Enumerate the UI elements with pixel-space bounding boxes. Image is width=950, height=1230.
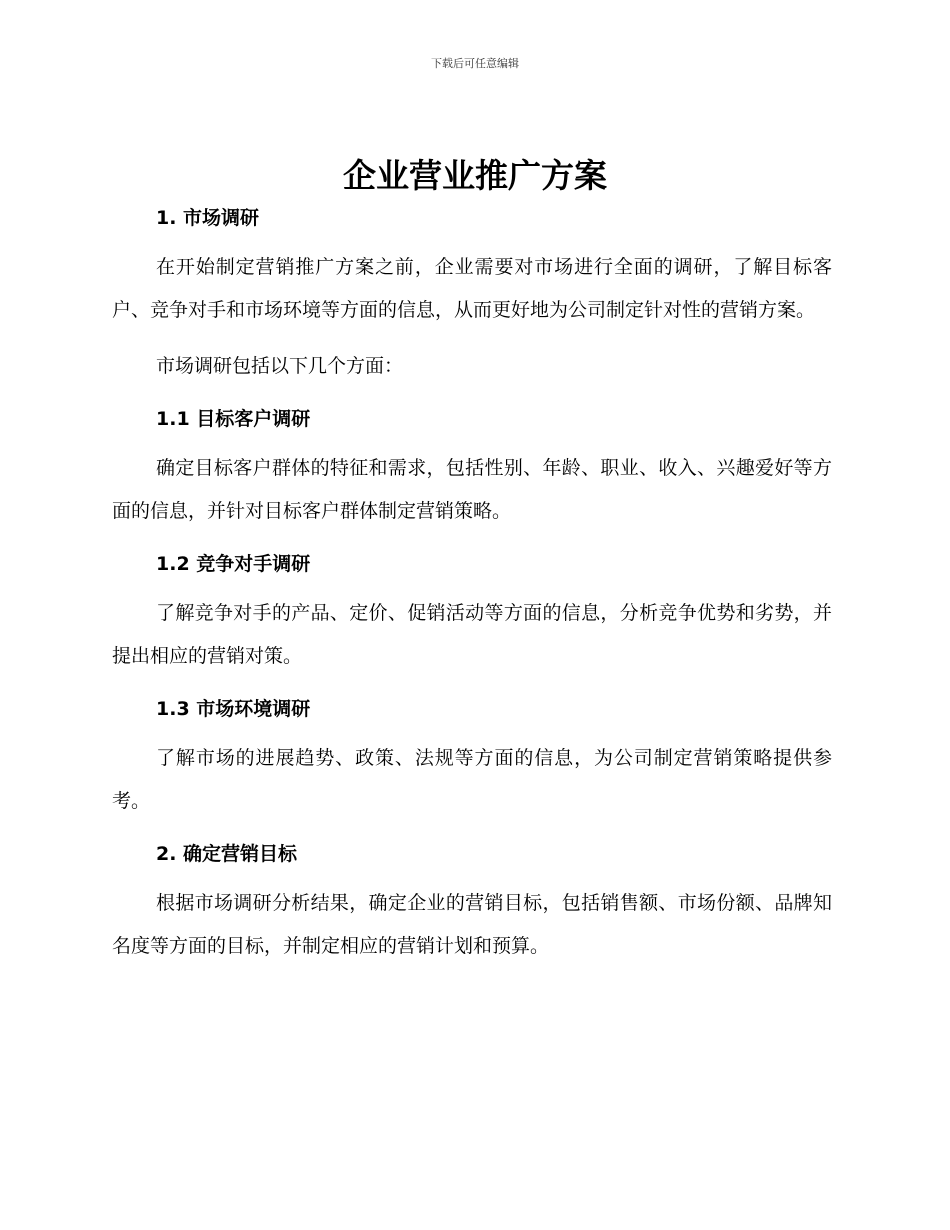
- paragraph-1-intro: 在开始制定营销推广方案之前，企业需要对市场进行全面的调研，了解目标客户、竞争对手和市场环境等方面的信息，从而更好地为公司制定针对性的营销方案。: [112, 256, 832, 321]
- header-note: 下载后可任意编辑: [431, 57, 519, 70]
- section-heading-2: 2. 确定营销目标: [156, 843, 298, 865]
- paragraph-1-1: 确定目标客户群体的特征和需求，包括性别、年龄、职业、收入、兴趣爱好等方面的信息，并针对目标客户群体制定营销策略。: [112, 457, 832, 522]
- section-heading-1-1: 1.1 目标客户调研: [156, 408, 311, 430]
- section-heading-1-3: 1.3 市场环境调研: [156, 698, 311, 720]
- paragraph-1-3: 了解市场的进展趋势、政策、法规等方面的信息，为公司制定营销策略提供参考。: [112, 747, 832, 812]
- paragraph-1-2: 了解竞争对手的产品、定价、促销活动等方面的信息，分析竞争优势和劣势，并提出相应的营销对策。: [112, 602, 832, 667]
- paragraph-1-list-lead: 市场调研包括以下几个方面：: [156, 355, 404, 377]
- section-heading-1-2: 1.2 竞争对手调研: [156, 553, 311, 575]
- document-title: 企业营业推广方案: [343, 156, 607, 195]
- section-heading-1: 1. 市场调研: [156, 207, 260, 229]
- document-body: [112, 200, 832, 968]
- paragraph-2: 根据市场调研分析结果，确定企业的营销目标，包括销售额、市场份额、品牌知名度等方面的目标，并制定相应的营销计划和预算。: [112, 892, 832, 957]
